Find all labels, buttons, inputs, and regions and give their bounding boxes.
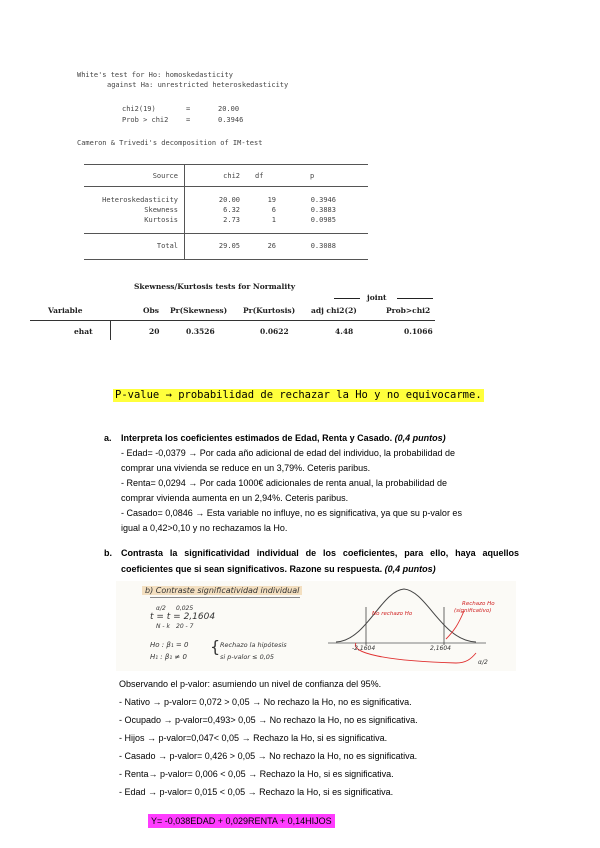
- im-test-table: [84, 164, 368, 260]
- row-df: 19: [267, 196, 276, 204]
- norm-row-skewness: 0.3526: [186, 327, 215, 336]
- hw-t-alpha: α/2: [156, 605, 166, 612]
- question-b-points: (0,4 puntos): [384, 564, 436, 574]
- chi2-value: 20.00: [218, 105, 240, 113]
- hw-t-formula: t = t = 2,1604: [150, 612, 216, 622]
- header-source: Source: [152, 172, 178, 180]
- hw-h1: H₁ : β₁ ≠ 0: [150, 653, 187, 661]
- row-source: Heteroskedasticity: [102, 196, 178, 204]
- norm-row-variable: ehat: [74, 327, 93, 336]
- norm-rule-vertical: [110, 320, 111, 340]
- pvalue-line: - Edad → p-valor= 0,015 < 0,05 → Rechazo la Ho, si es significativa.: [119, 787, 394, 797]
- question-b-title-line1: Contrasta la significatividad individual de los coeficientes, para ello, haya aquellos: [121, 548, 519, 558]
- hw-alpha-mark: α/2: [478, 659, 488, 666]
- total-df: 26: [267, 242, 276, 250]
- hw-reject-sub: (significativo): [454, 608, 492, 614]
- norm-header-skewness: Pr(Skewness): [170, 306, 228, 315]
- pvalue-line: - Renta→ p-valor= 0,006 < 0,05 → Rechazo la Ho, si es significativa.: [119, 769, 394, 779]
- hw-heading-underline: [150, 597, 300, 598]
- question-a-title: Interpreta los coeficientes estimados de Edad, Renta y Casado.: [121, 433, 393, 443]
- pvalue-line: - Casado → p-valor= 0,426 > 0,05 → No rechazo la Ho, no es significativa.: [119, 751, 418, 761]
- norm-header-prob: Prob>chi2: [386, 306, 431, 315]
- norm-header-kurtosis: Pr(Kurtosis): [243, 306, 296, 315]
- question-a-points: (0,4 puntos): [394, 433, 446, 443]
- joint-rule-right: [397, 298, 433, 299]
- hw-no-reject: No rechazo Ho: [372, 611, 413, 617]
- total-chi2: 29.05: [218, 242, 240, 250]
- hw-brace: {: [210, 637, 221, 656]
- table-rule-top: [84, 164, 368, 165]
- row-chi2: 6.32: [223, 206, 240, 214]
- joint-rule-left: [334, 298, 360, 299]
- question-a-marker: a.: [104, 433, 112, 443]
- total-label: Total: [156, 242, 178, 250]
- table-rule-header: [84, 186, 368, 187]
- answer-a-line: - Renta= 0,0294 → Por cada 1000€ adicionales de renta anual, la probabilidad de: [121, 478, 447, 488]
- answer-a-line: comprar una vivienda se reduce en un 3,79%. Ceteris paribus.: [121, 463, 371, 473]
- norm-row-obs: 20: [149, 327, 160, 336]
- im-test-title: Cameron & Trivedi's decomposition of IM-test: [77, 139, 263, 147]
- pvalue-line: - Ocupado → p-valor=0,493> 0,05 → No rechazo la Ho, no es significativa.: [119, 715, 418, 725]
- question-b-title-line2: coeficientes que si sean significativos. Razone su respuesta.: [121, 564, 383, 574]
- answer-a-line: igual a 0,42>0,10 y no rechazamos la Ho.: [121, 523, 288, 533]
- row-source: Kurtosis: [144, 216, 178, 224]
- joint-label: joint: [367, 293, 387, 302]
- norm-header-obs: Obs: [143, 306, 159, 315]
- normality-title: Skewness/Kurtosis tests for Normality: [134, 282, 296, 291]
- handwritten-notes-image: [116, 581, 516, 671]
- table-rule-bottom: [84, 259, 368, 260]
- hw-h0: Ho : β₁ = 0: [150, 641, 189, 649]
- row-p: 0.0985: [310, 216, 336, 224]
- row-df: 1: [271, 216, 276, 224]
- question-b-title-line2-wrap: [121, 562, 436, 577]
- hw-normal-curve-svg: [326, 581, 516, 671]
- pvalue-line: - Hijos → p-valor=0,047< 0,05 → Rechazo la Ho, si es significativa.: [119, 733, 388, 743]
- header-chi2: chi2: [223, 172, 240, 180]
- row-source: Skewness: [144, 206, 178, 214]
- pvalue-line: - Nativo → p-valor= 0,072 > 0,05 → No rechazo la Ho, no es significativa.: [119, 697, 412, 707]
- question-b-marker: b.: [104, 548, 112, 558]
- hw-t-sub: 0,025: [176, 605, 194, 612]
- regression-equation: Y= -0,038EDAD + 0,029RENTA + 0,14HIJOS: [148, 814, 335, 828]
- answer-a-line: - Edad= -0,0379 → Por cada año adicional de edad del individuo, la probabilidad de: [121, 448, 455, 458]
- row-p: 0.3883: [310, 206, 336, 214]
- row-df: 6: [271, 206, 276, 214]
- chi2-eq: =: [186, 105, 191, 113]
- pvalue-intro: Observando el p-valor: asumiendo un nivel de confianza del 95%.: [119, 679, 382, 689]
- prob-value: 0.3946: [218, 116, 244, 124]
- row-chi2: 2.73: [223, 216, 240, 224]
- hw-h0-note: Rechazo la hipótesis: [220, 641, 287, 649]
- hw-t-sub2: 20 - 7: [176, 623, 194, 630]
- answer-a-line: - Casado= 0,0846 → Esta variable no influye, no es significativa, ya que su p-valor es: [121, 508, 462, 518]
- white-test-line1: White's test for Ho: homoskedasticity: [77, 71, 233, 79]
- pvalue-note: P-value → probabilidad de rechazar la Ho y no equivocarme.: [115, 389, 482, 401]
- white-test-line2: against Ha: unrestricted heteroskedasticity: [107, 81, 289, 89]
- total-p: 0.3088: [310, 242, 336, 250]
- question-a-title-line: [121, 431, 446, 446]
- hw-heading: b) Contraste significatividad individual: [142, 586, 302, 595]
- table-rule-vertical: [184, 164, 185, 260]
- prob-label: Prob > chi2: [122, 116, 169, 124]
- norm-rule-left: [30, 320, 110, 321]
- row-chi2: 20.00: [218, 196, 240, 204]
- hw-right-crit: 2,1604: [430, 645, 451, 652]
- hw-left-crit: -2,1604: [352, 645, 376, 652]
- answer-a-line: comprar vivienda aumenta en un 2,94%. Ceteris paribus.: [121, 493, 349, 503]
- hw-h1-note: si p-valor ≤ 0,05: [220, 653, 275, 661]
- norm-rule-right: [110, 320, 435, 321]
- prob-eq: =: [186, 116, 191, 124]
- norm-row-adjchi2: 4.48: [335, 327, 354, 336]
- row-p: 0.3946: [310, 196, 336, 204]
- header-df: df: [255, 172, 264, 180]
- norm-row-kurtosis: 0.0622: [260, 327, 289, 336]
- hw-reject: Rechazo Ho: [462, 601, 495, 607]
- norm-header-variable: Variable: [48, 306, 83, 315]
- norm-row-prob: 0.1066: [404, 327, 433, 336]
- norm-header-adjchi2: adj chi2(2): [311, 306, 357, 315]
- hw-t-nk: N - k: [156, 623, 170, 630]
- table-rule-total: [84, 233, 368, 234]
- header-p: p: [310, 172, 315, 180]
- chi2-label: chi2(19): [122, 105, 156, 113]
